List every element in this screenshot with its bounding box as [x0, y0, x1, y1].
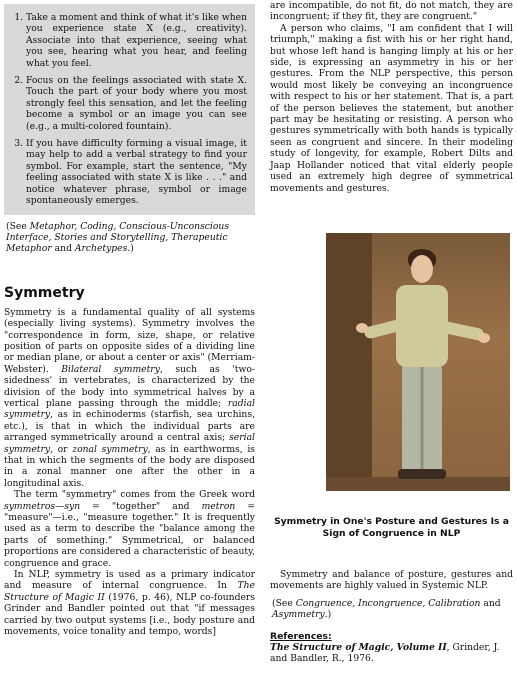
- see-also-left: (See Metaphor, Coding, Conscious-Unconscious Interface, Stories and Storytelling, Therapeutic Metaphor and Archetypes.): [6, 220, 230, 255]
- photo-caption: Symmetry in One's Posture and Gestures Is a Sign of Congruence in NLP: [274, 516, 509, 539]
- references-heading: References:: [270, 630, 332, 642]
- see-also-right: (See Congruence, Incongruence, Calibration and Asymmetry.): [272, 597, 501, 621]
- symmetry-paragraph-3: In NLP, symmetry is used as a primary indicator and measure of internal congruence. In The Structure of Magic II (1976, p. 46), NLP co-founders Grinder and Bandler pointed out that "if messages carried by two output systems [i.e., body posture and movements, voice tonality and tempo, words]: [4, 569, 256, 638]
- exercise-step-1: 1. Take a moment and think of what it's like when you experience state X (e.g., creativity). Associate into that experience, seeing what you see, hearing what you hear, and feeling what you feel.: [26, 12, 247, 69]
- left-column: [4, 4, 255, 638]
- symmetry-paragraph-2: The term "symmetry" comes from the Greek word symmetros—syn = "together" and metron = "measure"—i.e., "measure together." It is frequently used as a term to describe the "balance among the parts of something." Symmetrical, or balanced proportions are considered a characteristic of beauty, congruence and grace.: [4, 489, 255, 569]
- posture-photo: [326, 233, 510, 491]
- see-also-right-links[interactable]: Congruence, Incongruence, Calibration: [295, 597, 481, 609]
- reference-item: The Structure of Magic, Volume II, Grinder, J. and Bandler, R., 1976.: [270, 642, 500, 665]
- right-paragraph-1: are incompatible, do not fit, do not match, they are incongruent; if they fit, they are congruent.": [270, 0, 513, 23]
- exercise-box: [4, 4, 255, 215]
- symmetry-paragraph-1: Symmetry is a fundamental quality of all systems (especially living systems). Symmetry involves the "correspondence in form, size, shape, or relative position of parts on opposite sides of a dividing line or median plane, or about a center or axis" (Merriam-Webster). Bilateral symmetry, such as 'two-sidedness' in vertebrates, is characterized by the division of the body into symmetrical halves by a vertical plane passing through the middle; radial symmetry, as in echinoderms (starfish, sea urchins, etc.), is that in which the individual parts are arranged symmetrically around a central axis; serial symmetry, or zonal symmetry, as in earthworms, is that in which the segments of the body are disposed in a zonal manner one after the other in a longitudinal axis.: [4, 306, 256, 489]
- exercise-steps: [12, 12, 247, 207]
- right-column: [270, 0, 513, 665]
- section-heading-symmetry: Symmetry: [4, 284, 85, 301]
- see-also-right-link-asymmetry[interactable]: Asymmetry: [272, 609, 325, 621]
- right-bottom-block: [270, 569, 513, 665]
- see-also-left-link-archetypes[interactable]: Archetypes: [74, 243, 128, 255]
- right-paragraph-2: A person who claims, "I am confident that I will triumph," making a fist with his or her right hand, but whose left hand is hanging limply at his or her side, is expressing an asymmetry in his or her gestures. From the NLP perspective, this person would most likely be conveying an incongruence with respect to his or her statement. That is, a part of the person believes the statement, but another part may be hesitating or resisting. A person who gestures symmetrically with both hands is typically seen as congruent and sincere. In their modeling study of longevity, for example, Robert Dilts and Jaap Hollander noticed that vital elderly people used an extremely high degree of symmetrical movements and gestures.: [270, 22, 513, 194]
- exercise-step-3: 3. If you have difficulty forming a visual image, it may help to add a verbal strategy to find your symbol. For example, start the sentence, "My feeling associated with state X is like . . ." and notice whatever phrase, symbol or image spontaneously emerges.: [26, 138, 247, 206]
- right-paragraph-3: Symmetry and balance of posture, gestures and movements are highly valued in Systemic NLP.: [270, 569, 513, 592]
- exercise-step-2: 2. Focus on the feelings associated with state X. Touch the part of your body where you most strongly feel this sensation, and let the feeling become a symbol or an image you can see (e.g., a multi-colored fountain).: [26, 75, 247, 132]
- see-also-left-links[interactable]: Metaphor, Coding, Conscious-Unconscious Interface, Stories and Storytelling, Therapeutic Metaphor: [6, 220, 230, 255]
